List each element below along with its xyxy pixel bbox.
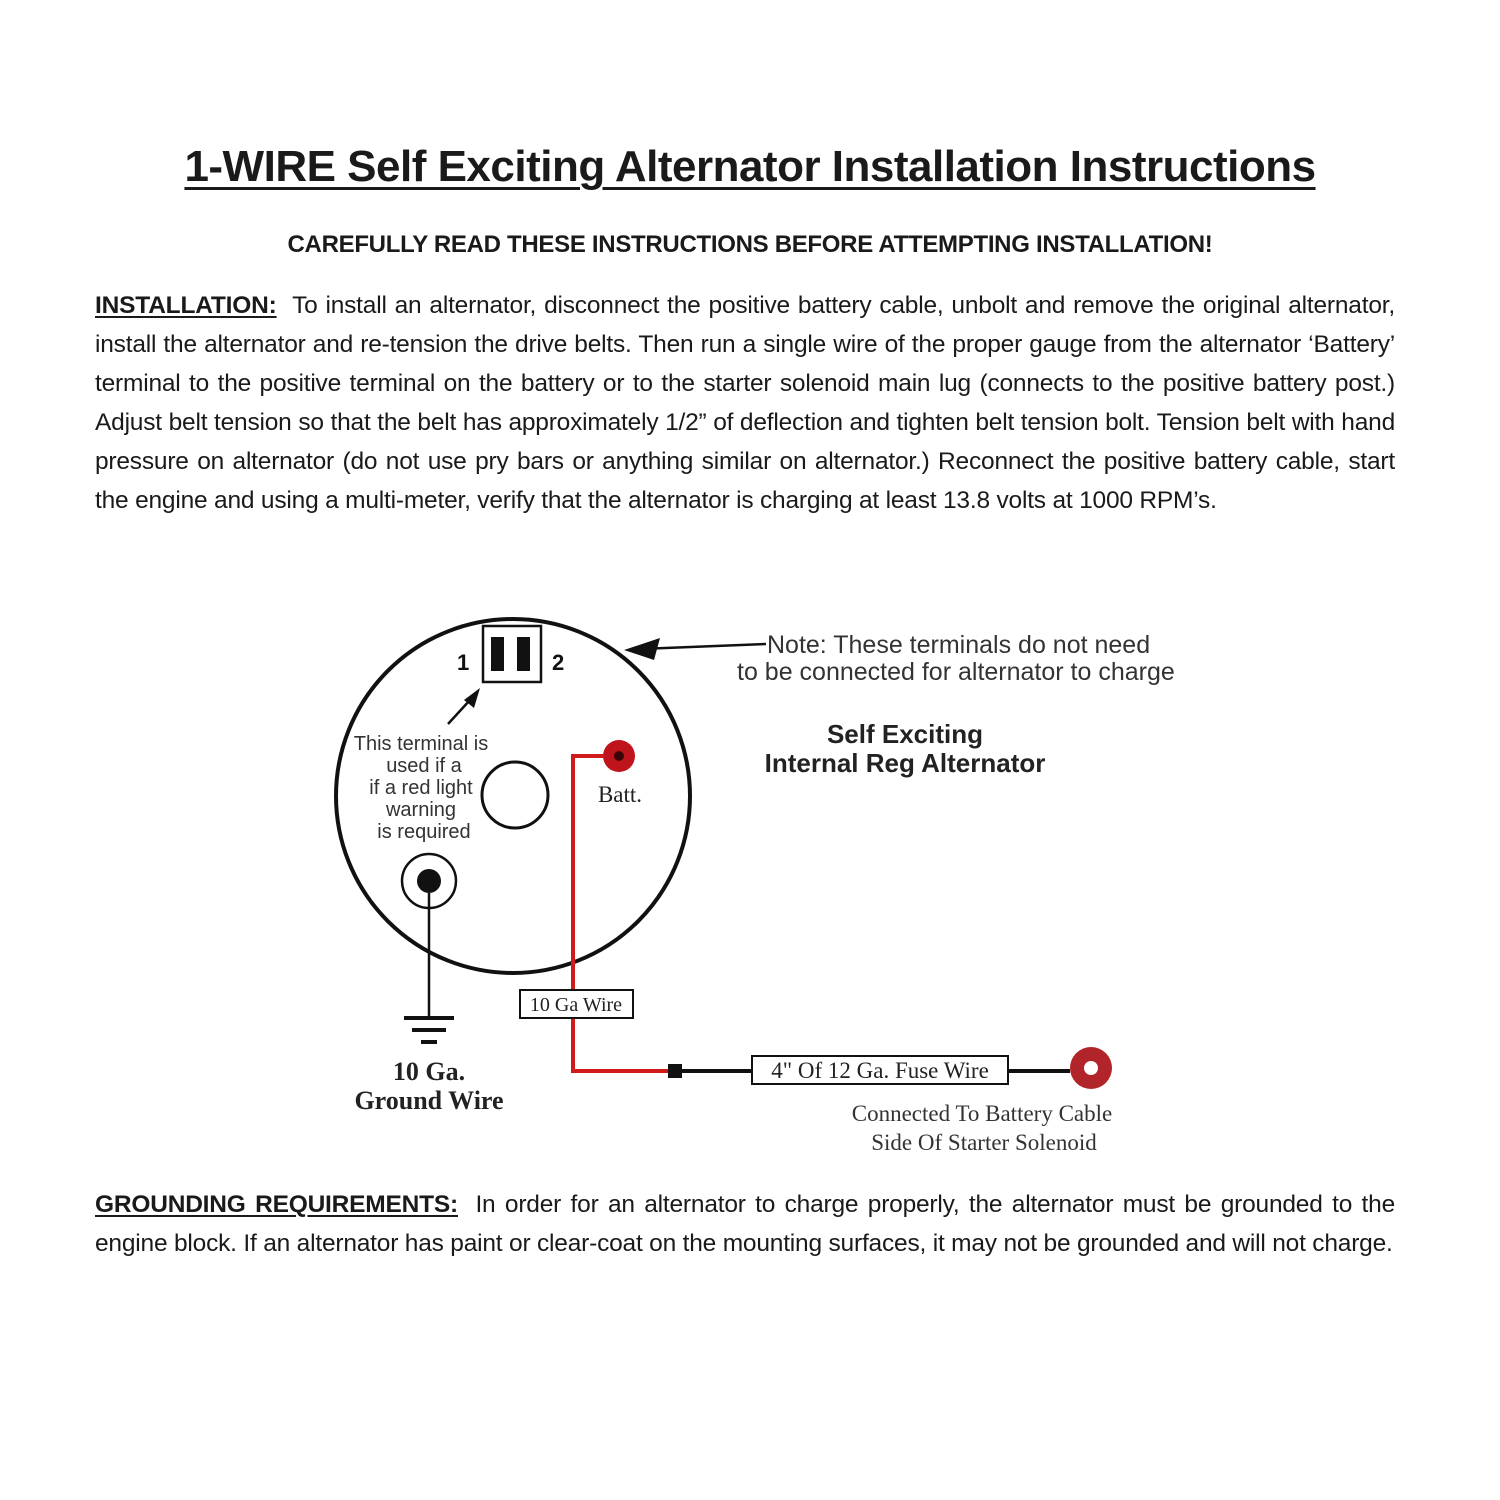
lamp-note-line: used if a [386,755,462,777]
ground-terminal [417,869,441,893]
splice-connector [668,1064,682,1078]
wire-gauge-label: 10 Ga Wire [529,994,623,1016]
ground-wire-label-line-1: 10 Ga. [392,1057,466,1086]
lamp-note-line: if a red light [369,777,473,799]
lamp-note-line: warning [385,799,457,821]
alternator-center-hole [482,762,548,828]
note-line-2: to be connected for alternator to charge [737,658,1175,686]
solenoid-label-line-1: Connected To Battery Cable [851,1101,1113,1126]
solenoid-label-line-2: Side Of Starter Solenoid [871,1130,1097,1155]
lamp-note-line: is required [377,821,471,843]
grounding-heading: GROUNDING REQUIREMENTS: [95,1191,459,1218]
fuse-wire-label: 4" Of 12 Ga. Fuse Wire [771,1058,989,1083]
battery-terminal-center [614,751,624,761]
plug-pin-1 [491,637,504,671]
batt-label: Batt. [597,782,643,807]
ground-wire-label-line-2: Ground Wire [354,1086,504,1115]
diagram-heading-line-2: Internal Reg Alternator [764,748,1046,778]
note-arrow-head [624,638,660,660]
installation-body: To install an alternator, disconnect the positive battery cable, unbolt and remove the original alternator, install the alternator and re-tension the drive belts. Then run a single wire of the proper gauge from the alternator ‘Battery’ terminal to the positive terminal on the battery or to the starter solenoid main lug (connects to the positive battery post.) Adjust belt tension so that the belt has approximately 1/2” of deflection and tighten belt tension bolt. Tension belt with hand pressure on alternator (do not use pry bars or anything similar on alternator.) Reconnect the positive battery cable, start the engine and using a multi-meter, verify that the alternator is charging at least 13.8 volts at 1000 RPM’s. [95,292,1395,514]
warning-subtitle: CAREFULLY READ THESE INSTRUCTIONS BEFORE ATTEMPTING INSTALLATION! [287,231,1213,258]
solenoid-terminal-center [1084,1061,1098,1075]
lamp-note-line: This terminal is [353,733,489,755]
plug-pin-2 [517,637,530,671]
terminal-1-label: 1 [457,650,470,675]
installation-heading: INSTALLATION: [95,292,277,319]
grounding-body: In order for an alternator to charge properly, the alternator must be grounded to the engine block. If an alternator has paint or clear-coat on the mounting surfaces, it may not be grounded and will not charge. [95,1191,1396,1257]
lamp-terminal-note [354,733,488,843]
page-title: 1-WIRE Self Exciting Alternator Installation Instructions [184,142,1316,191]
note-line-1: Note: These terminals do not need [767,631,1151,659]
diagram-heading-line-1: Self Exciting [826,719,984,749]
grounding-section [95,1185,1395,1263]
lamp-arrow-line [448,700,470,724]
terminal-2-label: 2 [552,650,565,675]
note-arrow-line [640,644,766,649]
